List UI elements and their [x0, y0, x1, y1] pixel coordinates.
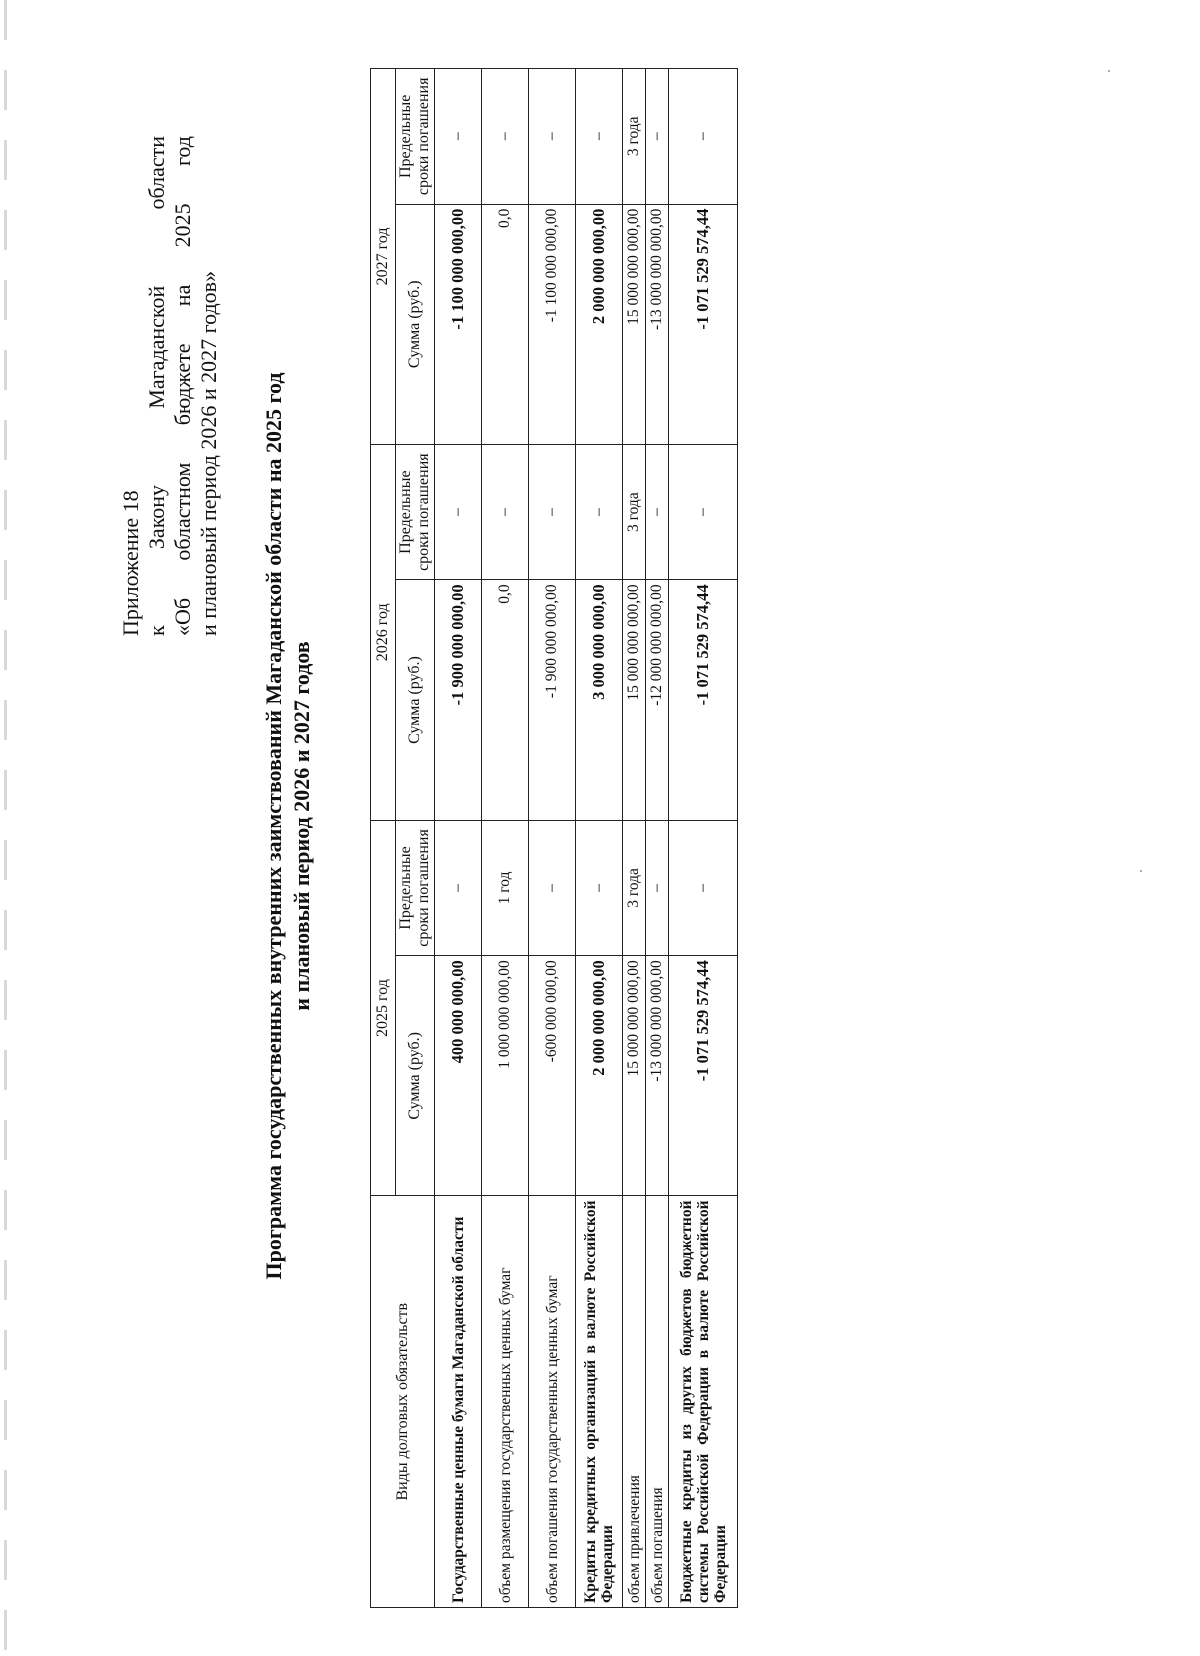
sum-2025: 15 000 000 000,00	[623, 956, 646, 1196]
column-header-term-2026: Предельные сроки погашения	[396, 444, 435, 580]
term-2027: –	[576, 69, 623, 205]
term-2026: –	[482, 444, 529, 580]
term-2025: –	[576, 820, 623, 956]
appendix-number: Приложение 18	[118, 490, 143, 636]
column-header-sum-2026: Сумма (руб.)	[396, 580, 435, 820]
sum-2026: 0,0	[482, 580, 529, 820]
column-header-debt-type: Виды долговых обязательств	[371, 1196, 435, 1608]
term-2027: 3 года	[623, 69, 646, 205]
table-row	[576, 69, 623, 1608]
document-title	[260, 176, 316, 1476]
appendix-header	[118, 136, 222, 636]
term-2026: –	[529, 444, 576, 580]
term-2025: 1 год	[482, 820, 529, 956]
term-2026: –	[576, 444, 623, 580]
borrowing-program-table	[370, 68, 738, 1608]
sum-2027: 2 000 000 000,00	[576, 204, 623, 444]
debt-type-name: Кредиты кредитных организаций в валюте Российской Федерации	[576, 1196, 623, 1608]
term-2026: –	[435, 444, 482, 580]
sum-2027: -1 100 000 000,00	[435, 204, 482, 444]
debt-type-name: объем погашения государственных ценных бумаг	[529, 1196, 576, 1608]
column-header-term-2027: Предельные сроки погашения	[396, 69, 435, 205]
term-2026: –	[646, 444, 669, 580]
term-2025: –	[529, 820, 576, 956]
table-row	[435, 69, 482, 1608]
debt-type-name: Бюджетные кредиты из других бюджетов бюджетной системы Российской Федерации в валюте Российской Федерации	[669, 1196, 738, 1608]
appendix-law-reference: к Закону Магаданской области	[144, 136, 169, 636]
table-row	[623, 69, 646, 1608]
term-2025: –	[646, 820, 669, 956]
term-2025: –	[435, 820, 482, 956]
sum-2026: 3 000 000 000,00	[576, 580, 623, 820]
term-2025: 3 года	[623, 820, 646, 956]
sum-2027: -1 071 529 574,44	[669, 204, 738, 444]
term-2026: 3 года	[623, 444, 646, 580]
debt-type-name: объем размещения государственных ценных бумаг	[482, 1196, 529, 1608]
term-2027: –	[435, 69, 482, 205]
term-2027: –	[482, 69, 529, 205]
debt-type-name: объем погашения	[646, 1196, 669, 1608]
sum-2026: -12 000 000 000,00	[646, 580, 669, 820]
appendix-law-period: и плановый период 2026 и 2027 годов»	[196, 270, 221, 636]
sum-2025: -600 000 000,00	[529, 956, 576, 1196]
title-line-2: и плановый период 2026 и 2027 годов	[289, 641, 314, 1011]
term-2025: –	[669, 820, 738, 956]
sum-2026: -1 900 000 000,00	[529, 580, 576, 820]
sum-2027: 15 000 000 000,00	[623, 204, 646, 444]
debt-type-name: Государственные ценные бумаги Магаданской области	[435, 1196, 482, 1608]
term-2027: –	[669, 69, 738, 205]
term-2026: –	[669, 444, 738, 580]
sum-2025: 2 000 000 000,00	[576, 956, 623, 1196]
year-header-2026: 2026 год	[371, 444, 396, 820]
table-row	[669, 69, 738, 1608]
sum-2025: -13 000 000 000,00	[646, 956, 669, 1196]
table-row	[482, 69, 529, 1608]
sum-2027: -1 100 000 000,00	[529, 204, 576, 444]
debt-type-name: объем привлечения	[623, 1196, 646, 1608]
sum-2027: -13 000 000 000,00	[646, 204, 669, 444]
appendix-law-title: «Об областном бюджете на 2025 год	[170, 136, 195, 636]
column-header-sum-2027: Сумма (руб.)	[396, 204, 435, 444]
term-2027: –	[529, 69, 576, 205]
year-header-2025: 2025 год	[371, 820, 396, 1196]
column-header-sum-2025: Сумма (руб.)	[396, 956, 435, 1196]
term-2027: –	[646, 69, 669, 205]
sum-2027: 0,0	[482, 204, 529, 444]
sum-2026: -1 071 529 574,44	[669, 580, 738, 820]
sum-2026: -1 900 000 000,00	[435, 580, 482, 820]
year-header-2027: 2027 год	[371, 69, 396, 445]
table-row	[529, 69, 576, 1608]
sum-2025: 1 000 000 000,00	[482, 956, 529, 1196]
column-header-term-2025: Предельные сроки погашения	[396, 820, 435, 956]
sum-2026: 15 000 000 000,00	[623, 580, 646, 820]
title-line-1: Программа государственных внутренних заимствований Магаданской области на 2025 год	[261, 372, 286, 1280]
sum-2025: -1 071 529 574,44	[669, 956, 738, 1196]
sum-2025: 400 000 000,00	[435, 956, 482, 1196]
table-row	[646, 69, 669, 1608]
